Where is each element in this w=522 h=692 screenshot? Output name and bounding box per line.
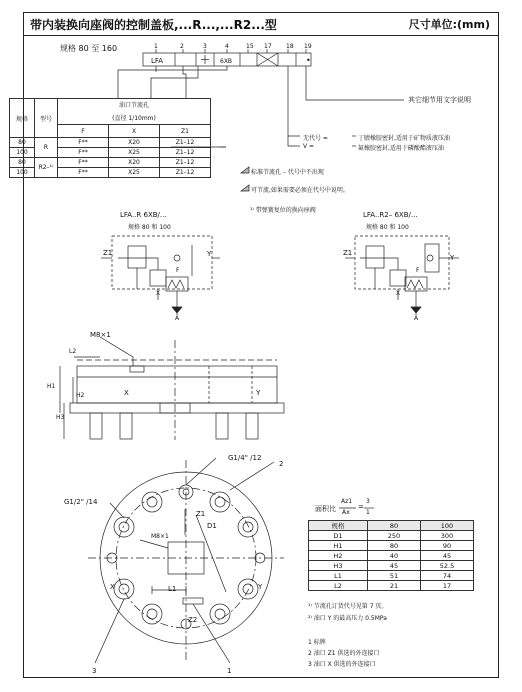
- area-ratio-num: Az1: [341, 498, 353, 505]
- cell-x: X20: [109, 158, 160, 168]
- pos-17: 17: [264, 43, 272, 50]
- dim-cell: L1: [309, 571, 368, 581]
- group-header: 油口节流孔: [58, 99, 211, 111]
- port-x-right: X: [396, 290, 401, 297]
- port-a-left: A: [175, 315, 180, 322]
- legend-2: 2 油口 Z1 供选的外连接口: [308, 650, 380, 657]
- note-standard-orifice: 标准节流孔 – 代号中不出现: [251, 169, 324, 176]
- label-y-side: Y: [256, 389, 261, 397]
- page-title: 带内装换向座阀的控制盖板,...R...,...R2...型: [30, 18, 277, 32]
- dim-cell: 21: [368, 581, 421, 591]
- label-x-side: X: [124, 389, 129, 397]
- dim-cell: L2: [309, 581, 368, 591]
- label-z2-plan: Z2: [188, 616, 198, 624]
- callout-2: 2: [279, 460, 284, 468]
- cell-z1: Z1–12: [160, 148, 211, 158]
- area-ratio-rnum: 3: [366, 498, 370, 505]
- code-dot: •: [306, 56, 311, 65]
- dim-cell: 90: [421, 541, 474, 551]
- size-range: 规格 80 至 160: [60, 44, 118, 53]
- pos-18: 18: [286, 43, 294, 50]
- label-m8: M8×1: [90, 331, 111, 339]
- cell-x: X20: [109, 138, 160, 148]
- pos-1: 1: [154, 43, 158, 50]
- legend-3: 3 油口 X 供选的外连接口: [308, 661, 376, 668]
- seal-none-desc: 丁腈橡胶密封,适用于矿物质液压油: [358, 135, 450, 142]
- seal-none-code: 无代号 =: [303, 135, 328, 142]
- order-code-boxes: [143, 49, 311, 66]
- dim-cell: 300: [421, 531, 474, 541]
- note-spring: ¹⁾ 带弹簧复位的换向座阀: [250, 207, 316, 214]
- area-ratio-eq: =: [358, 503, 364, 511]
- seal-v-desc: 氟橡胶密封,适用于磷酸酯液压油: [358, 145, 444, 152]
- dim-cell: 45: [368, 561, 421, 571]
- label-y-plan: Y: [258, 583, 263, 591]
- pos-2: 2: [180, 43, 184, 50]
- cell-f: F**: [58, 158, 109, 168]
- callout-3: 3: [92, 667, 97, 675]
- label-m8-plan: M8×1: [151, 533, 169, 540]
- dim-header-80: 80: [368, 521, 421, 531]
- group-sub-header: (直径 1/10mm): [58, 110, 211, 124]
- label-g-quarter: G1/4" /12: [228, 454, 262, 462]
- label-l1: L1: [168, 585, 177, 593]
- cell-f: F**: [58, 168, 109, 178]
- label-l2: L2: [69, 348, 77, 355]
- port-y-left: Y: [207, 250, 212, 258]
- cell-size: 80: [10, 138, 35, 148]
- footnote-2: ²⁾ 油口 Y 的最高压力 0.5MPa: [308, 615, 387, 622]
- order-leaders: [118, 66, 404, 147]
- cell-size: 100: [10, 168, 35, 178]
- label-z1-plan: Z1: [196, 510, 206, 518]
- pos-4: 4: [225, 43, 229, 50]
- cell-f: F**: [58, 138, 109, 148]
- dim-header-size: 规格: [309, 521, 368, 531]
- dim-header-100: 100: [421, 521, 474, 531]
- cell-z1: Z1–12: [160, 158, 211, 168]
- code-6xb: 6XB: [220, 58, 233, 65]
- cell-type: R2–¹⁾: [35, 158, 58, 178]
- legend-1: 1 标牌: [308, 639, 326, 646]
- callout-1: 1: [227, 667, 232, 675]
- area-ratio-rden: 1: [366, 509, 370, 516]
- schematic-r2-sizes: 规格 80 和 100: [366, 224, 409, 231]
- cell-x: X25: [109, 168, 160, 178]
- port-y-right: Y: [450, 254, 455, 262]
- label-g-half: G1/2" /14: [64, 498, 98, 506]
- col-type-header: 型号: [35, 99, 58, 138]
- sub-header-z1: Z1: [160, 125, 211, 138]
- dim-cell: 40: [368, 551, 421, 561]
- dim-cell: 250: [368, 531, 421, 541]
- triangle-marks: [241, 167, 249, 191]
- note-optional-orifice: 可节流,如果需要必须在代号中说明。: [251, 187, 349, 194]
- pos-19: 19: [304, 43, 312, 50]
- dim-cell: 51: [368, 571, 421, 581]
- port-x-left: X: [156, 290, 161, 297]
- area-ratio-label: 面积比: [315, 505, 336, 513]
- seal-v-code: V =: [303, 143, 315, 150]
- schematic-r2: [345, 236, 459, 315]
- further-details: 其它细节用文字说明: [408, 96, 471, 104]
- label-x-plan: X: [110, 583, 115, 591]
- port-z1-right: Z1: [343, 249, 353, 257]
- dim-cell: H1: [309, 541, 368, 551]
- dim-cell: 17: [421, 581, 474, 591]
- sub-header-f: F: [58, 125, 109, 138]
- cell-size: 80: [10, 158, 35, 168]
- schematic-r-title: LFA..R 6XB/...: [120, 211, 167, 219]
- dim-cell: 45: [421, 551, 474, 561]
- schematic-r: [101, 236, 220, 315]
- side-view: [60, 337, 284, 440]
- schematic-r2-title: LFA..R2– 6XB/...: [363, 211, 418, 219]
- port-f-right: F: [416, 267, 420, 274]
- area-ratio-den: Ax: [342, 509, 350, 516]
- pos-3: 3: [203, 43, 207, 50]
- cell-f: F**: [58, 148, 109, 158]
- dim-cell: 80: [368, 541, 421, 551]
- cell-size: 100: [10, 148, 35, 158]
- pos-15: 15: [246, 43, 254, 50]
- col-size-header: 规格: [10, 99, 35, 138]
- dim-cell: D1: [309, 531, 368, 541]
- footnote-1: ¹⁾ 节流孔订货代号见第 7 页。: [308, 603, 388, 610]
- label-h1: H1: [47, 383, 56, 390]
- label-h3: H3: [56, 414, 65, 421]
- port-f-left: F: [176, 267, 180, 274]
- schematic-r-sizes: 规格 80 和 100: [128, 224, 171, 231]
- cell-x: X25: [109, 148, 160, 158]
- cell-type: R: [35, 138, 58, 158]
- dim-cell: 52.5: [421, 561, 474, 571]
- dim-cell: H3: [309, 561, 368, 571]
- code-lfa: LFA: [151, 57, 164, 65]
- label-d1: D1: [207, 522, 217, 530]
- dim-cell: H2: [309, 551, 368, 561]
- port-z1-left: Z1: [103, 249, 113, 257]
- sub-header-x: X: [109, 125, 160, 138]
- plan-view: [88, 458, 284, 663]
- cell-z1: Z1–12: [160, 138, 211, 148]
- dim-cell: 74: [421, 571, 474, 581]
- unit-label: 尺寸单位:(mm): [408, 18, 490, 31]
- cell-z1: Z1–12: [160, 168, 211, 178]
- label-h2: H2: [76, 392, 85, 399]
- port-a-right: A: [414, 315, 419, 322]
